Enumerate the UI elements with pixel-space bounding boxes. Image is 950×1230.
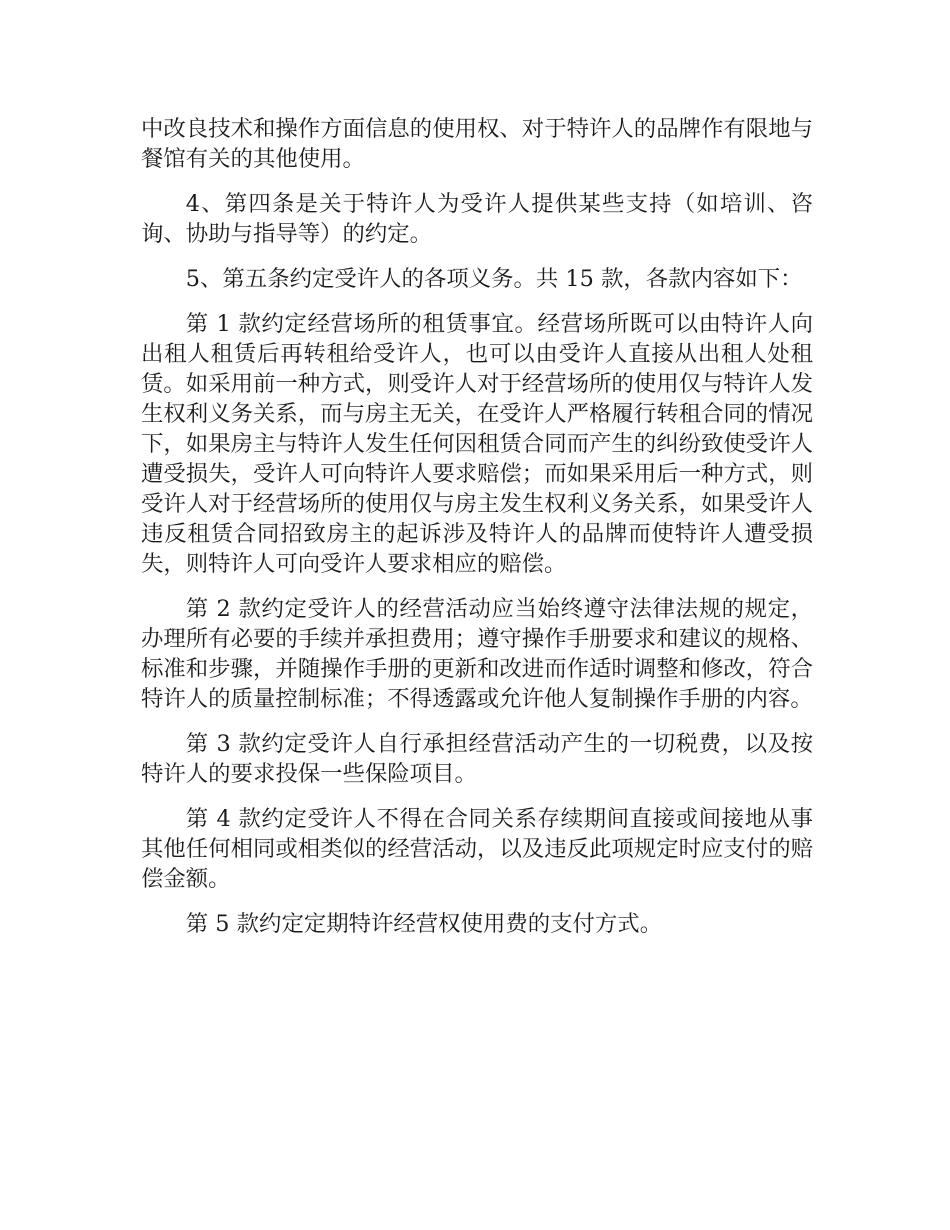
paragraph-clause-2: 第 2 款约定受许人的经营活动应当始终遵守法律法规的规定，办理所有必要的手续并承担费用；遵守操作手册要求和建议的规格、标准和步骤，并随操作手册的更新和改进而作适时调整和修改，符合特许人的质量控制标准；不得透露或允许他人复制操作手册的内容。 [141, 596, 813, 712]
paragraph-article-5: 5、第五条约定受许人的各项义务。共 15 款，各款内容如下： [185, 266, 803, 292]
paragraph-clause-4: 第 4 款约定受许人不得在合同关系存续期间直接或间接地从事其他任何相同或相类似的经营活动，以及违反此项规定时应支付的赔偿金额。 [141, 806, 813, 892]
paragraph-continuation: 中改良技术和操作方面信息的使用权、对于特许人的品牌作有限地与餐馆有关的其他使用。 [141, 116, 813, 172]
paragraph-article-4: 4、第四条是关于特许人为受许人提供某些支持（如培训、咨询、协助与指导等）的约定。 [141, 191, 813, 247]
paragraph-clause-1: 第 1 款约定经营场所的租赁事宜。经营场所既可以由特许人向出租人租赁后再转租给受许人，也可以由受许人直接从出租人处租赁。如采用前一种方式，则受许人对于经营场所的使用仅与特许人发生权利义务关系，而与房主无关，在受许人严格履行转租合同的情况下，如果房主与特许人发生任何因租赁合同而产生的纠纷致使受许人遭受损失，受许人可向特许人要求赔偿；而如果采用后一种方式，则受许人对于经营场所的使用仅与房主发生权利义务关系，如果受许人违反租赁合同招致房主的起诉涉及特许人的品牌而使特许人遭受损失，则特许人可向受许人要求相应的赔偿。 [141, 311, 813, 577]
paragraph-clause-5: 第 5 款约定定期特许经营权使用费的支付方式。 [185, 911, 663, 937]
paragraph-clause-3: 第 3 款约定受许人自行承担经营活动产生的一切税费，以及按特许人的要求投保一些保险项目。 [141, 731, 813, 787]
document-body [141, 114, 813, 954]
